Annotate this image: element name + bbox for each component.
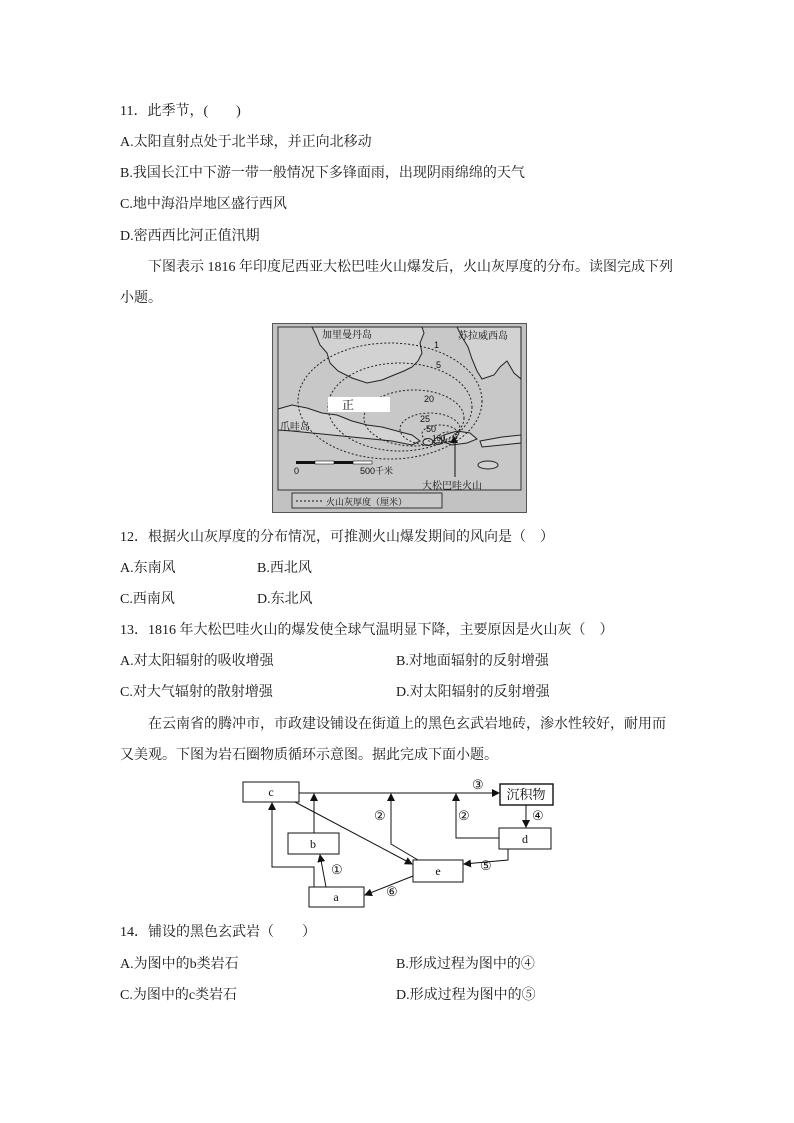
q11-option-c: C.地中海沿岸地区盛行西风: [120, 197, 287, 212]
arrow-e-to-surface: [391, 794, 418, 860]
volcano-passage-line-1: 下图表示 1816 年印度尼西亚大松巴哇火山爆发后，火山灰厚度的分布。读图完成下列: [148, 260, 673, 275]
node-e-label: e: [435, 864, 441, 878]
volcano-passage-line-2: 小题。: [120, 291, 162, 306]
label-borneo: 加里曼丹岛: [322, 330, 372, 341]
sumba-island: [478, 461, 498, 469]
contour-label-100: 100: [432, 434, 446, 443]
volcano-ash-map: [272, 323, 527, 513]
label-sulawesi: 苏拉威西岛: [458, 331, 508, 342]
process-label-1: ①: [331, 862, 343, 877]
scale-zero-label: 0: [294, 466, 300, 476]
map-patch-text: 正: [342, 398, 355, 412]
q14-stem: 14．铺设的黑色玄武岩（ ）: [120, 925, 316, 940]
q14-option-b: B.形成过程为图中的④: [396, 957, 535, 972]
q11-option-a: A.太阳直射点处于北半球，并正向北移动: [120, 135, 372, 150]
process-label-2-left: ②: [374, 808, 386, 823]
scale-distance-label: 500千米: [360, 466, 394, 476]
q13-option-b: B.对地面辐射的反射增强: [396, 654, 549, 669]
node-a-label: a: [333, 890, 339, 904]
q11-stem: 11．此季节，( ): [120, 104, 241, 119]
q11-option-b: B.我国长江中下游一带一般情况下多锋面雨，出现阴雨绵绵的天气: [120, 166, 525, 181]
rock-cycle-svg: [240, 778, 560, 913]
scale-segment: [334, 461, 353, 464]
process-label-2-right: ②: [458, 808, 470, 823]
rock-passage-line-2: 又美观。下图为岩石圈物质循环示意图。据此完成下面小题。: [120, 748, 498, 763]
scale-segment: [353, 461, 372, 464]
q12-option-a: A.东南风: [120, 561, 176, 576]
volcano-ash-map-svg: [272, 323, 527, 513]
contour-label-5: 5: [436, 360, 442, 370]
rock-cycle-diagram: [240, 778, 560, 913]
q13-option-c: C.对大气辐射的散射增强: [120, 685, 273, 700]
contour-label-1: 1: [434, 340, 440, 350]
node-d-label: d: [522, 832, 528, 846]
scale-bar: [296, 461, 372, 464]
contour-label-25: 25: [420, 414, 431, 424]
process-label-6: ⑥: [386, 884, 398, 899]
q12-option-b: B.西北风: [257, 561, 312, 576]
node-b-label: b: [310, 837, 316, 851]
q13-option-d: D.对太阳辐射的反射增强: [396, 685, 550, 700]
contour-label-50: 50: [426, 424, 437, 434]
process-label-3: ③: [472, 778, 484, 792]
process-label-5: ⑤: [480, 858, 492, 873]
q13-stem: 13．1816 年大松巴哇火山的爆发使全球气温明显下降，主要原因是火山灰（ ）: [120, 623, 614, 638]
q12-option-c: C.西南风: [120, 592, 175, 607]
legend-text: 火山灰厚度（厘米）: [326, 497, 408, 507]
arrow-a-to-b: [320, 855, 326, 887]
scale-segment: [296, 461, 315, 464]
q14-option-c: C.为图中的c类岩石: [120, 988, 238, 1003]
scale-segment: [315, 461, 334, 464]
label-volcano: 大松巴哇火山: [422, 481, 482, 492]
contour-label-20: 20: [424, 394, 435, 404]
q13-option-a: A.对太阳辐射的吸收增强: [120, 654, 274, 669]
q11-option-d: D.密西西比河正值汛期: [120, 229, 260, 244]
rock-passage-line-1: 在云南省的腾冲市，市政建设铺设在街道上的黑色玄武岩地砖，渗水性较好，耐用而: [148, 717, 666, 732]
q14-option-d: D.形成过程为图中的⑤: [396, 988, 536, 1003]
q12-stem: 12．根据火山灰厚度的分布情况，可推测火山爆发期间的风向是（ ）: [120, 530, 554, 545]
map-white-patch: [328, 397, 390, 412]
label-java: 爪哇岛: [280, 422, 310, 433]
node-sediment-label: 沉积物: [506, 787, 546, 802]
q12-option-d: D.东北风: [257, 592, 313, 607]
q14-option-a: A.为图中的b类岩石: [120, 957, 239, 972]
process-label-4: ④: [532, 808, 544, 823]
node-c-label: c: [268, 785, 274, 799]
